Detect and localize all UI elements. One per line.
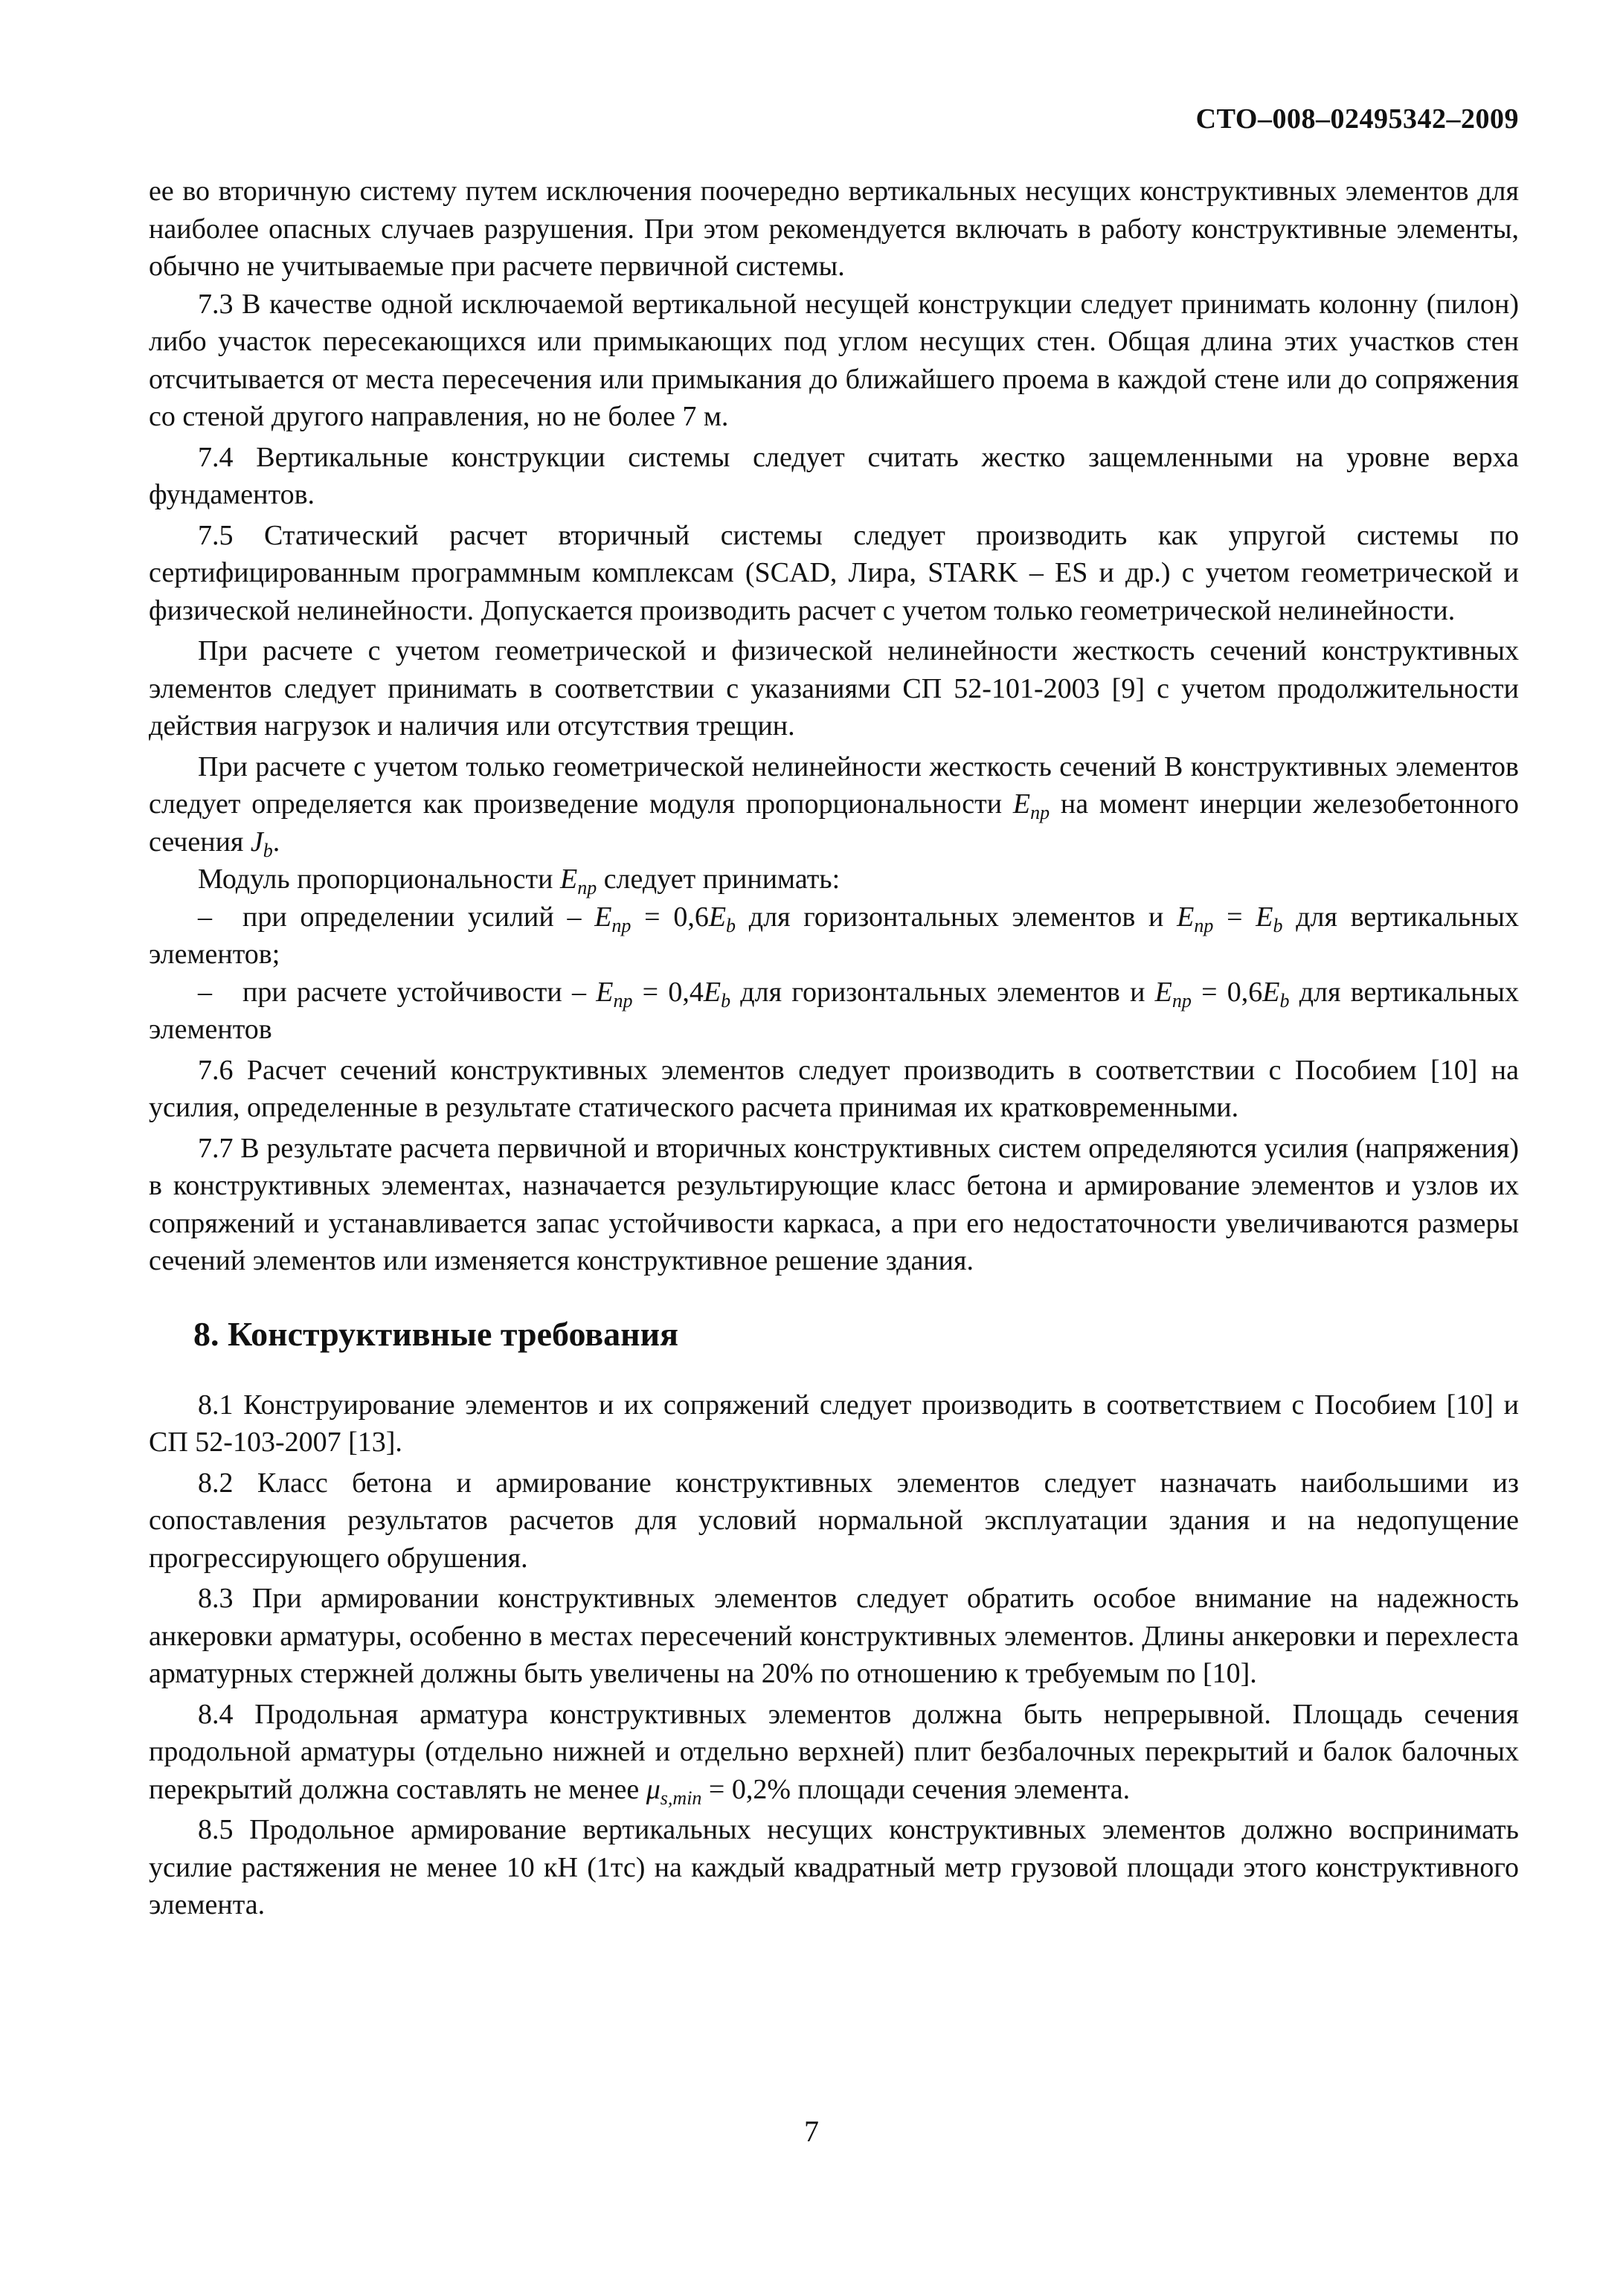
- paragraph-modulus-intro: [149, 861, 1519, 898]
- text-fragment: при расчете устойчивости –: [242, 976, 597, 1008]
- symbol-e: E: [703, 976, 721, 1008]
- text-fragment: = 0,6: [631, 901, 709, 933]
- dash-marker: –: [198, 976, 212, 1008]
- document-code: СТО–008–02495342–2009: [1195, 103, 1519, 135]
- text-fragment: для вертикальных элементов: [149, 976, 1520, 1045]
- text-fragment: = 0,6: [1191, 976, 1263, 1008]
- text-fragment: .: [272, 826, 280, 858]
- text-fragment: следует принимать:: [597, 864, 841, 895]
- subscript-np: пр: [1194, 914, 1214, 936]
- symbol-e: E: [1012, 788, 1031, 820]
- page-number: 7: [804, 2115, 819, 2148]
- symbol-e: E: [596, 976, 614, 1008]
- document-body: [149, 173, 1519, 1924]
- subscript-np: пр: [1030, 802, 1050, 823]
- paragraph-7-4: 7.4 Вертикальные конструкции системы следует считать жестко защемленными на уровне верха фундаментов.: [149, 441, 1519, 510]
- paragraph-7-6: 7.6 Расчет сечений конструктивных элементов следует производить в соответствии с Пособием [10] на усилия, определенные в результате статического расчета принимая их кратковременными.: [149, 1054, 1519, 1123]
- text-fragment: = 0,2% площади сечения элемента.: [701, 1773, 1131, 1805]
- subscript-b: b: [1273, 914, 1283, 936]
- symbol-e: E: [1154, 976, 1172, 1008]
- text-fragment: для горизонтальных элементов и: [736, 901, 1177, 933]
- subscript-np: пр: [613, 989, 633, 1012]
- symbol-mu: μ: [646, 1773, 661, 1805]
- symbol-e: E: [594, 901, 612, 933]
- paragraph-8-3: 8.3 При армировании конструктивных элементов следует обратить особое внимание на надежность анкеровки арматуры, особенно в местах пересечений конструктивных элементов. Длины анкеровки и перехлеста арматурных стержней должны быть увеличены на 20% по отношению к требуемым по [10].: [149, 1583, 1519, 1689]
- subscript-b: b: [1279, 989, 1290, 1012]
- text-fragment: Модуль пропорциональности: [198, 864, 560, 895]
- paragraph-7-5: 7.5 Статический расчет вторичный системы следует производить как упругой системы по сертифицированным программным комплексам (SCAD, Лира, STARK – ES и др.) с учетом геометрической и физической нелинейности. Допускается производить расчет с учетом только геометрической нелинейности.: [149, 519, 1519, 626]
- subscript-b: b: [263, 839, 273, 861]
- paragraph-8-2: 8.2 Класс бетона и армирование конструктивных элементов следует назначать наибольшими из сопоставления результатов расчетов для условий нормальной эксплуатации здания и на недопущение прогрессирующего обрушения.: [149, 1467, 1519, 1574]
- subscript-b: b: [721, 989, 731, 1012]
- section-heading-8: 8. Конструктивные требования: [193, 1314, 679, 1353]
- symbol-e: E: [559, 864, 578, 895]
- text-fragment: = 0,4: [632, 976, 704, 1008]
- text-fragment: При расчете с учетом только геометрической нелинейности жесткость сечений В конструктивных элементов следует определяется как произведение модуля пропорциональности: [149, 750, 1519, 820]
- paragraph-8-4: [149, 1696, 1519, 1809]
- symbol-e: E: [1262, 976, 1280, 1008]
- subscript-np: пр: [1172, 989, 1192, 1012]
- paragraph-7-5-geometric: [149, 748, 1519, 861]
- paragraph-7-5-nonlinear: При расчете с учетом геометрической и физической нелинейности жесткость сечений конструктивных элементов следует принимать в соответствии с указаниями СП 52-101-2003 [9] с учетом продолжительности действия нагрузок и наличия или отсутствия трещин.: [149, 635, 1519, 742]
- list-item-stability: [149, 974, 1519, 1049]
- paragraph-8-1: 8.1 Конструирование элементов и их сопряжений следует производить в соответствием с Пособием [10] и СП 52-103-2007 [13].: [149, 1389, 1519, 1458]
- symbol-e: E: [708, 901, 727, 933]
- text-fragment: =: [1213, 901, 1256, 933]
- dash-marker: –: [198, 901, 212, 933]
- paragraph-7-3: 7.3 В качестве одной исключаемой вертикальной несущей конструкции следует принимать колонну (пилон) либо участок пересекающихся или примыкающих под углом несущих стен. Общая длина этих участков стен отсчитывается от места пересечения или примыкания до ближайшего проема в каждой стене или до сопряжения со стеной другого направления, но не более 7 м.: [149, 288, 1519, 432]
- text-fragment: для горизонтальных элементов и: [730, 976, 1155, 1008]
- symbol-e: E: [1256, 901, 1273, 933]
- text-fragment: на момент инерции железобетонного сечения: [149, 788, 1519, 858]
- symbol-j: J: [250, 826, 263, 858]
- subscript-np: пр: [577, 877, 597, 898]
- paragraph-7-7: 7.7 В результате расчета первичной и вторичных конструктивных систем определяются усилия (напряжения) в конструктивных элементах, назначается результирующие класс бетона и армирование элементов и узлов их сопряжений и устанавливается запас устойчивости каркаса, а при его недостаточности увеличиваются размеры сечений элементов или изменяется конструктивное решение здания.: [149, 1132, 1519, 1276]
- list-item-forces: [149, 898, 1519, 974]
- subscript-b: b: [726, 914, 736, 936]
- text-fragment: 8.4 Продольная арматура конструктивных элементов должна быть непрерывной. Площадь сечения продольной арматуры (отдельно нижней и отдельно верхней) плит безбалочных перекрытий и балок балочных перекрытий должна составлять не менее: [149, 1698, 1519, 1805]
- symbol-e: E: [1177, 901, 1195, 933]
- text-fragment: для вертикальных элементов;: [149, 901, 1519, 970]
- subscript-s-min: s,min: [660, 1787, 702, 1809]
- paragraph-8-5: 8.5 Продольное армирование вертикальных несущих конструктивных элементов должно воспринимать усилие растяжения не менее 10 кН (1тс) на каждый квадратный метр грузовой площади этого конструктивного элемента.: [149, 1814, 1519, 1920]
- subscript-np: пр: [611, 914, 631, 936]
- text-fragment: при определении усилий –: [242, 901, 595, 933]
- paragraph-continuation: ее во вторичную систему путем исключения поочередно вертикальных несущих конструктивных элементов для наиболее опасных случаев разрушения. При этом рекомендуется включать в работу конструктивные элементы, обычно не учитываемые при расчете первичной системы.: [149, 176, 1519, 282]
